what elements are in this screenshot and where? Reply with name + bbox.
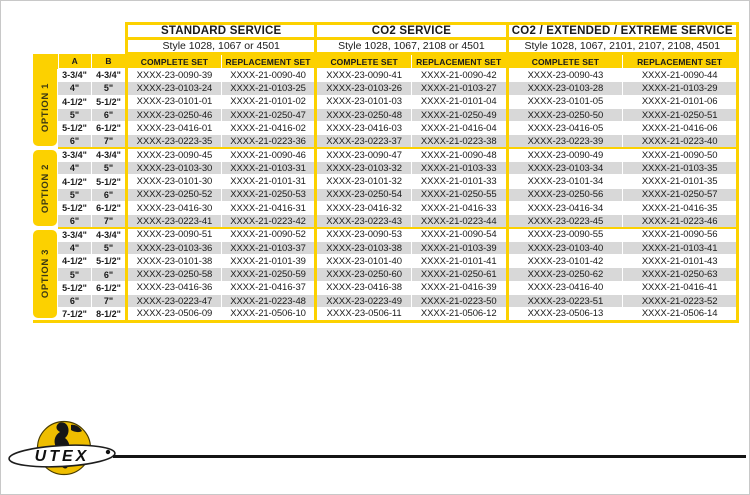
- part-number-cell: XXXX-21-0223-50: [411, 295, 507, 308]
- size-b-cell: 6-1/2": [91, 122, 126, 135]
- table-row: [33, 69, 738, 82]
- part-number-cell: XXXX-21-0223-46: [623, 215, 738, 228]
- part-number-cell: XXXX-23-0223-37: [316, 135, 412, 148]
- part-number-cell: XXXX-21-0103-29: [623, 82, 738, 95]
- part-number-cell: XXXX-21-0223-40: [623, 135, 738, 148]
- part-number-cell: XXXX-23-0223-35: [127, 135, 222, 148]
- part-number-cell: XXXX-21-0090-40: [221, 69, 316, 82]
- part-number-cell: XXXX-21-0506-10: [221, 308, 316, 321]
- part-number-cell: XXXX-23-0101-30: [127, 175, 222, 188]
- part-number-cell: XXXX-23-0090-55: [507, 228, 623, 241]
- part-number-cell: XXXX-23-0416-38: [316, 281, 412, 294]
- header-spacer: [33, 24, 127, 39]
- service-header-row: [33, 24, 738, 39]
- part-number-cell: XXXX-21-0101-39: [221, 255, 316, 268]
- part-number-cell: XXXX-23-0416-05: [507, 122, 623, 135]
- option-group-label: OPTION 3: [33, 228, 58, 321]
- part-number-cell: XXXX-21-0416-35: [623, 201, 738, 214]
- part-number-cell: XXXX-21-0103-35: [623, 162, 738, 175]
- part-number-cell: XXXX-21-0250-47: [221, 108, 316, 121]
- part-number-cell: XXXX-23-0250-48: [316, 108, 412, 121]
- part-number-cell: XXXX-21-0090-54: [411, 228, 507, 241]
- table-row: [33, 215, 738, 228]
- table-row: [33, 188, 738, 201]
- table-row: [33, 148, 738, 161]
- part-number-cell: XXXX-21-0103-27: [411, 82, 507, 95]
- part-number-cell: XXXX-23-0223-51: [507, 295, 623, 308]
- size-b-cell: 5-1/2": [91, 255, 126, 268]
- part-number-cell: XXXX-23-0506-13: [507, 308, 623, 321]
- part-number-cell: XXXX-21-0103-41: [623, 241, 738, 254]
- part-number-cell: XXXX-23-0223-43: [316, 215, 412, 228]
- part-number-cell: XXXX-23-0416-03: [316, 122, 412, 135]
- part-number-cell: XXXX-23-0250-60: [316, 268, 412, 281]
- size-a-cell: 3-3/4": [58, 148, 91, 161]
- part-number-cell: XXXX-23-0101-32: [316, 175, 412, 188]
- part-number-cell: XXXX-23-0223-47: [127, 295, 222, 308]
- part-number-cell: XXXX-23-0103-34: [507, 162, 623, 175]
- table-row: [33, 255, 738, 268]
- style-list-extended: Style 1028, 1067, 2101, 2107, 2108, 4501: [507, 39, 737, 54]
- size-a-cell: 4": [58, 82, 91, 95]
- part-number-cell: XXXX-23-0090-45: [127, 148, 222, 161]
- part-number-cell: XXXX-23-0103-26: [316, 82, 412, 95]
- table-row: [33, 295, 738, 308]
- part-number-cell: XXXX-21-0223-52: [623, 295, 738, 308]
- size-a-cell: 5-1/2": [58, 281, 91, 294]
- service-header-extended: CO2 / EXTENDED / EXTREME SERVICE: [507, 24, 737, 39]
- part-number-cell: XXXX-23-0416-36: [127, 281, 222, 294]
- part-number-cell: XXXX-21-0250-61: [411, 268, 507, 281]
- table-row: [33, 241, 738, 254]
- part-number-cell: XXXX-23-0101-42: [507, 255, 623, 268]
- column-header-b: B: [91, 54, 126, 69]
- column-header-replacement-set: REPLACEMENT SET: [623, 54, 738, 69]
- table-row: [33, 175, 738, 188]
- part-number-cell: XXXX-23-0506-11: [316, 308, 412, 321]
- size-b-cell: 6": [91, 188, 126, 201]
- part-number-cell: XXXX-23-0103-36: [127, 241, 222, 254]
- option-group-label: OPTION 1: [33, 69, 58, 149]
- size-b-cell: 7": [91, 295, 126, 308]
- size-b-cell: 6": [91, 108, 126, 121]
- part-number-cell: XXXX-21-0250-59: [221, 268, 316, 281]
- parts-table: [33, 22, 739, 323]
- part-number-cell: XXXX-21-0416-37: [221, 281, 316, 294]
- part-number-cell: XXXX-23-0250-54: [316, 188, 412, 201]
- part-number-cell: XXXX-21-0090-42: [411, 69, 507, 82]
- part-number-cell: XXXX-21-0416-06: [623, 122, 738, 135]
- size-b-cell: 4-3/4": [91, 148, 126, 161]
- size-a-cell: 5": [58, 268, 91, 281]
- part-number-cell: XXXX-23-0416-40: [507, 281, 623, 294]
- size-b-cell: 5-1/2": [91, 95, 126, 108]
- table-row: [33, 268, 738, 281]
- size-a-cell: 5-1/2": [58, 122, 91, 135]
- service-header-standard: STANDARD SERVICE: [127, 24, 316, 39]
- option-column-header: [33, 54, 58, 69]
- part-number-cell: XXXX-23-0101-05: [507, 95, 623, 108]
- part-number-cell: XXXX-23-0506-09: [127, 308, 222, 321]
- column-header-a: A: [58, 54, 91, 69]
- part-number-cell: XXXX-21-0250-63: [623, 268, 738, 281]
- part-number-cell: XXXX-23-0090-47: [316, 148, 412, 161]
- part-number-cell: XXXX-23-0090-43: [507, 69, 623, 82]
- part-number-cell: XXXX-23-0101-03: [316, 95, 412, 108]
- size-b-cell: 5": [91, 162, 126, 175]
- part-number-cell: XXXX-21-0416-41: [623, 281, 738, 294]
- part-number-cell: XXXX-21-0103-25: [221, 82, 316, 95]
- part-number-cell: XXXX-21-0223-36: [221, 135, 316, 148]
- part-number-cell: XXXX-21-0101-02: [221, 95, 316, 108]
- part-number-cell: XXXX-21-0223-48: [221, 295, 316, 308]
- part-number-cell: XXXX-21-0103-31: [221, 162, 316, 175]
- part-number-cell: XXXX-23-0250-46: [127, 108, 222, 121]
- column-header-replacement-set: REPLACEMENT SET: [221, 54, 316, 69]
- part-number-cell: XXXX-23-0250-52: [127, 188, 222, 201]
- table-row: [33, 122, 738, 135]
- size-b-cell: 4-3/4": [91, 69, 126, 82]
- part-number-cell: XXXX-23-0101-34: [507, 175, 623, 188]
- part-number-cell: XXXX-21-0250-51: [623, 108, 738, 121]
- part-number-cell: XXXX-21-0090-50: [623, 148, 738, 161]
- part-number-cell: XXXX-23-0103-24: [127, 82, 222, 95]
- column-header-row: [33, 54, 738, 69]
- part-number-cell: XXXX-23-0090-49: [507, 148, 623, 161]
- column-header-complete-set: COMPLETE SET: [316, 54, 412, 69]
- style-header-row: [33, 39, 738, 54]
- part-number-cell: XXXX-23-0101-38: [127, 255, 222, 268]
- part-number-cell: XXXX-21-0101-33: [411, 175, 507, 188]
- size-b-cell: 5": [91, 241, 126, 254]
- part-number-cell: XXXX-23-0223-39: [507, 135, 623, 148]
- part-number-cell: XXXX-21-0506-12: [411, 308, 507, 321]
- size-b-cell: 7": [91, 135, 126, 148]
- size-a-cell: 6": [58, 295, 91, 308]
- size-a-cell: 4": [58, 162, 91, 175]
- part-number-cell: XXXX-23-0223-49: [316, 295, 412, 308]
- table-row: [33, 281, 738, 294]
- part-number-cell: XXXX-21-0103-37: [221, 241, 316, 254]
- part-number-cell: XXXX-21-0101-41: [411, 255, 507, 268]
- column-header-complete-set: COMPLETE SET: [127, 54, 222, 69]
- size-a-cell: 6": [58, 135, 91, 148]
- part-number-cell: XXXX-21-0101-31: [221, 175, 316, 188]
- table-row: [33, 162, 738, 175]
- part-number-cell: XXXX-21-0090-46: [221, 148, 316, 161]
- part-number-cell: XXXX-21-0416-39: [411, 281, 507, 294]
- table-row: [33, 308, 738, 321]
- part-number-cell: XXXX-23-0103-32: [316, 162, 412, 175]
- style-list-standard: Style 1028, 1067 or 4501: [127, 39, 316, 54]
- header-spacer: [33, 39, 127, 54]
- part-number-cell: XXXX-21-0250-55: [411, 188, 507, 201]
- table-row: [33, 228, 738, 241]
- part-number-cell: XXXX-21-0090-52: [221, 228, 316, 241]
- part-number-cell: XXXX-21-0250-53: [221, 188, 316, 201]
- table-row: [33, 135, 738, 148]
- part-number-cell: XXXX-21-0416-04: [411, 122, 507, 135]
- part-number-cell: XXXX-23-0101-40: [316, 255, 412, 268]
- part-number-cell: XXXX-23-0416-34: [507, 201, 623, 214]
- part-number-cell: XXXX-23-0416-30: [127, 201, 222, 214]
- part-number-cell: XXXX-23-0090-53: [316, 228, 412, 241]
- part-number-cell: XXXX-23-0103-40: [507, 241, 623, 254]
- size-a-cell: 6": [58, 215, 91, 228]
- part-number-cell: XXXX-21-0090-44: [623, 69, 738, 82]
- part-number-cell: XXXX-21-0416-31: [221, 201, 316, 214]
- part-number-cell: XXXX-23-0223-41: [127, 215, 222, 228]
- part-number-cell: XXXX-23-0090-39: [127, 69, 222, 82]
- size-b-cell: 4-3/4": [91, 228, 126, 241]
- part-number-cell: XXXX-21-0223-44: [411, 215, 507, 228]
- part-number-cell: XXXX-23-0250-50: [507, 108, 623, 121]
- part-number-cell: XXXX-23-0103-30: [127, 162, 222, 175]
- part-number-cell: XXXX-23-0250-56: [507, 188, 623, 201]
- part-number-cell: XXXX-21-0250-57: [623, 188, 738, 201]
- column-header-replacement-set: REPLACEMENT SET: [411, 54, 507, 69]
- part-number-cell: XXXX-23-0090-41: [316, 69, 412, 82]
- size-b-cell: 6-1/2": [91, 201, 126, 214]
- part-number-cell: XXXX-21-0223-38: [411, 135, 507, 148]
- part-number-cell: XXXX-21-0090-48: [411, 148, 507, 161]
- option-group-label: OPTION 2: [33, 148, 58, 228]
- part-number-cell: XXXX-23-0090-51: [127, 228, 222, 241]
- table-row: [33, 95, 738, 108]
- size-a-cell: 5": [58, 188, 91, 201]
- part-number-cell: XXXX-23-0103-28: [507, 82, 623, 95]
- parts-table-body: [33, 69, 738, 322]
- part-number-cell: XXXX-23-0416-32: [316, 201, 412, 214]
- part-number-cell: XXXX-23-0416-01: [127, 122, 222, 135]
- part-number-cell: XXXX-21-0250-49: [411, 108, 507, 121]
- size-b-cell: 5-1/2": [91, 175, 126, 188]
- part-number-cell: XXXX-23-0250-58: [127, 268, 222, 281]
- column-header-complete-set: COMPLETE SET: [507, 54, 623, 69]
- size-b-cell: 6": [91, 268, 126, 281]
- part-number-cell: XXXX-23-0223-45: [507, 215, 623, 228]
- size-a-cell: 5": [58, 108, 91, 121]
- part-number-cell: XXXX-23-0103-38: [316, 241, 412, 254]
- size-b-cell: 7": [91, 215, 126, 228]
- part-number-cell: XXXX-21-0416-02: [221, 122, 316, 135]
- size-a-cell: 3-3/4": [58, 69, 91, 82]
- part-number-cell: XXXX-21-0090-56: [623, 228, 738, 241]
- part-number-cell: XXXX-23-0101-01: [127, 95, 222, 108]
- size-a-cell: 4-1/2": [58, 95, 91, 108]
- size-b-cell: 5": [91, 82, 126, 95]
- part-number-cell: XXXX-21-0416-33: [411, 201, 507, 214]
- part-number-cell: XXXX-21-0101-06: [623, 95, 738, 108]
- part-number-cell: XXXX-23-0250-62: [507, 268, 623, 281]
- service-header-co2: CO2 SERVICE: [316, 24, 507, 39]
- logo-wordmark: UTEX: [34, 448, 90, 465]
- part-number-cell: XXXX-21-0223-42: [221, 215, 316, 228]
- size-a-cell: 4": [58, 241, 91, 254]
- size-a-cell: 5-1/2": [58, 201, 91, 214]
- table-row: [33, 108, 738, 121]
- footer-divider-line: [113, 455, 746, 458]
- size-b-cell: 6-1/2": [91, 281, 126, 294]
- logo-ring-dot: [106, 450, 110, 454]
- part-number-cell: XXXX-21-0101-35: [623, 175, 738, 188]
- size-b-cell: 8-1/2": [91, 308, 126, 321]
- size-a-cell: 3-3/4": [58, 228, 91, 241]
- size-a-cell: 4-1/2": [58, 255, 91, 268]
- utex-globe-logo: [7, 417, 117, 479]
- part-number-cell: XXXX-21-0101-43: [623, 255, 738, 268]
- part-number-cell: XXXX-21-0101-04: [411, 95, 507, 108]
- size-a-cell: 7-1/2": [58, 308, 91, 321]
- part-number-cell: XXXX-21-0103-33: [411, 162, 507, 175]
- part-number-cell: XXXX-21-0103-39: [411, 241, 507, 254]
- table-row: [33, 201, 738, 214]
- part-number-cell: XXXX-21-0506-14: [623, 308, 738, 321]
- table-row: [33, 82, 738, 95]
- size-a-cell: 4-1/2": [58, 175, 91, 188]
- style-list-co2: Style 1028, 1067, 2108 or 4501: [316, 39, 507, 54]
